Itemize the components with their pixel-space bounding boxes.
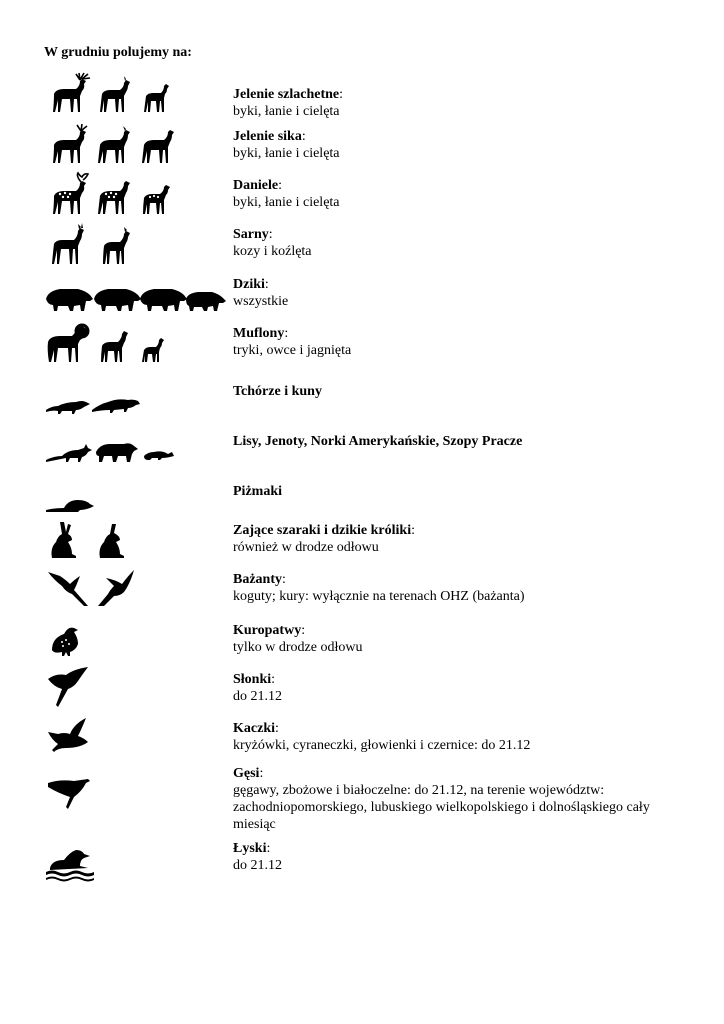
mouflon-icons [44,320,224,366]
species-desc: koguty; kury: wyłącznie na terenach OHZ (bażanta) [233,589,525,604]
species-desc: kryżówki, cyraneczki, głowienki i czernice: do 21.12 [233,738,531,753]
entry-icons [44,838,224,878]
species-colon: : [411,523,415,538]
species-colon: : [271,672,276,687]
entry-text [233,720,673,754]
species-desc: kozy i koźlęta [233,244,312,259]
species-desc: byki, łanie i cielęta [233,146,340,161]
species-name: Dziki [233,277,265,292]
species-name: Gęsi [233,766,260,781]
species-colon: : [275,721,279,736]
species-colon: : [259,766,264,781]
entry-icons [44,172,224,212]
entry-text [233,765,673,833]
entry-text [233,325,673,359]
species-desc: tryki, owce i jagnięta [233,343,352,358]
species-desc: byki, łanie i cielęta [233,104,340,119]
duck-flying-icon [44,714,224,760]
species-name: Tchórze i kuny [233,384,322,399]
muskrat-icon [44,480,224,516]
entry-text [233,483,673,500]
entry-icons [44,763,224,803]
species-desc: do 21.12 [233,689,282,704]
species-name: Muflony [233,326,285,341]
species-desc: tylko w drodze odłowu [233,640,363,655]
species-name: Jelenie szlachetne [233,87,340,102]
entry-text [233,433,673,450]
entry-icons [44,380,224,420]
species-name: Zające szaraki i dzikie króliki [233,523,412,538]
sika-deer-icons [44,123,224,167]
entry-text [233,622,673,656]
species-name: Łyski [233,841,267,856]
species-name: Kaczki [233,721,275,736]
entry-icons [44,222,224,262]
species-name: Słonki [233,672,272,687]
coot-swimming-icon [44,838,224,884]
entry-text [233,571,673,605]
goose-flying-icon [44,763,224,819]
entry-text [233,128,673,162]
entry-icons [44,72,224,112]
species-name: Kuropatwy [233,623,302,638]
species-name: Bażanty [233,572,282,587]
entry-text [233,671,673,705]
hare-rabbit-icons [44,518,224,562]
entry-icons [44,665,224,705]
fallow-deer-icons [44,172,224,218]
mustelid-icons [44,380,224,420]
species-colon: : [278,178,282,193]
red-stag-icon [44,72,224,118]
pheasant-icons [44,566,224,610]
entry-icons [44,618,224,658]
species-desc: do 21.12 [233,858,282,873]
entry-text [233,383,673,400]
entry-icons [44,320,224,360]
predator-icons [44,430,224,470]
entry-text [233,840,673,874]
entry-icons [44,430,224,470]
species-colon: : [282,572,286,587]
species-colon: : [301,623,306,638]
entry-icons [44,123,224,163]
roe-deer-icons [44,222,224,268]
entry-icons [44,480,224,520]
species-colon: : [266,841,271,856]
species-colon: : [339,87,344,102]
species-desc: wszystkie [233,294,289,309]
woodcock-icon [44,665,224,711]
species-name: Jelenie sika [233,129,302,144]
partridge-icon [44,618,224,662]
page-title: W grudniu polujemy na: [44,45,192,60]
species-colon: : [264,277,269,292]
species-desc: byki, łanie i cielęta [233,195,340,210]
entry-text [233,226,673,260]
species-name: Sarny [233,227,269,242]
entry-icons [44,714,224,754]
species-desc: gęgawy, zbożowe i białoczelne: do 21.12, na terenie województw: zachodniopomorskiego, lubuskiego wielkopolskiego i dolnośląskiego cały miesiąc [233,783,650,832]
species-colon: : [284,326,289,341]
species-desc: również w drodze odłowu [233,540,379,555]
species-name: Daniele [233,178,279,193]
entry-text [233,177,673,211]
entry-text [233,276,673,310]
entry-text [233,86,673,120]
species-colon: : [301,129,306,144]
wild-boar-icons [44,273,234,317]
species-name: Lisy, Jenoty, Norki Amerykańskie, Szopy Pracze [233,434,523,449]
entry-icons [44,566,224,606]
species-colon: : [268,227,273,242]
species-name: Piżmaki [233,484,282,499]
entry-icons [44,273,224,313]
entry-icons [44,518,224,558]
entry-text [233,522,673,556]
